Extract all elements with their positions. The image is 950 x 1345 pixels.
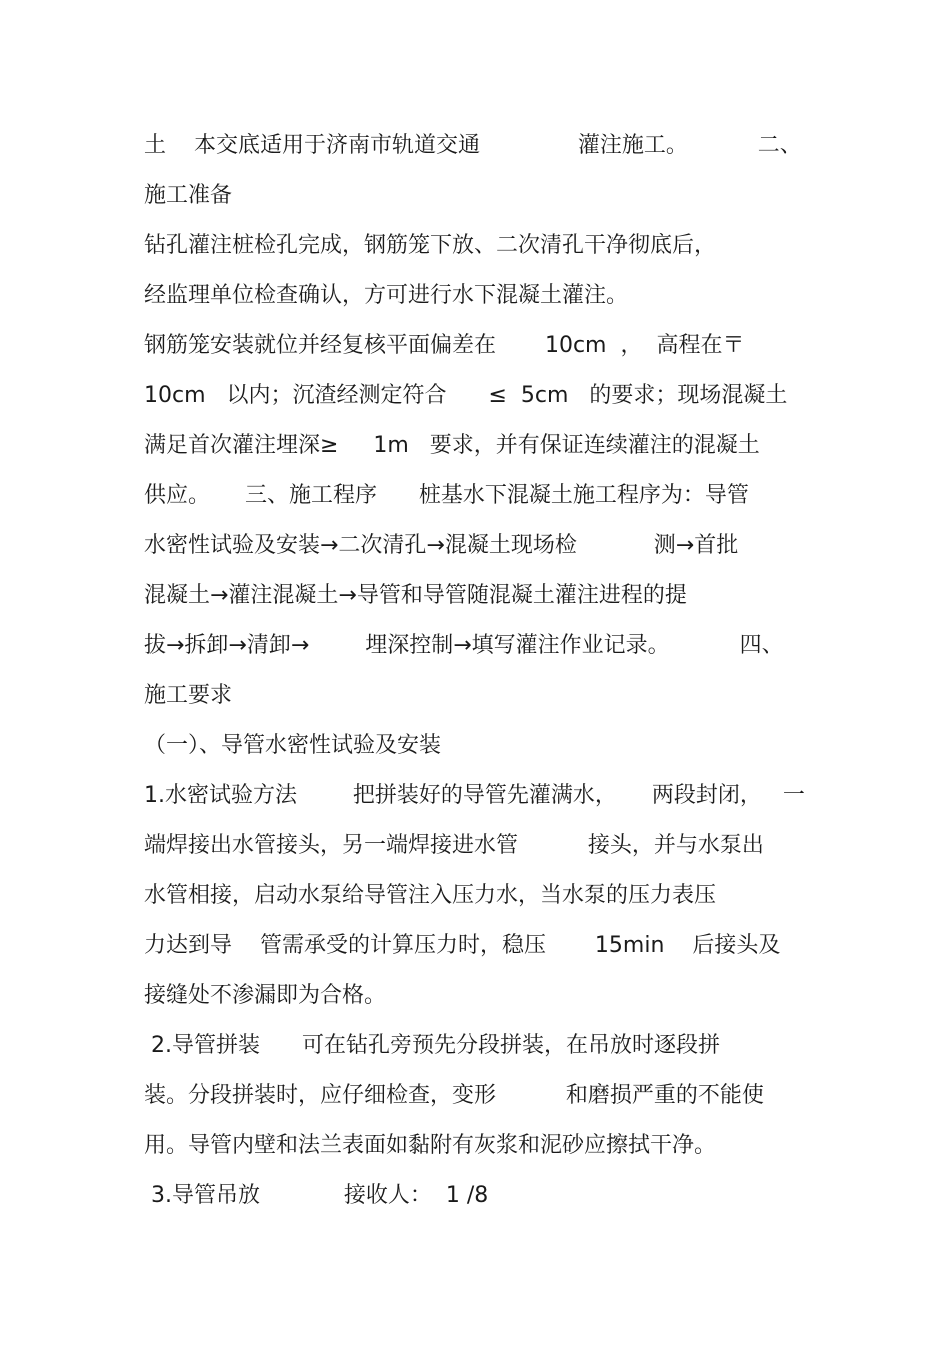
text-line-22: 3.导管吊放 接收人： 1 /8: [144, 1183, 489, 1208]
text-line-7: 满足首次灌注埋深≥ 1m 要求，并有保证连续灌注的混凝土: [144, 433, 760, 458]
text-line-20: 装。分段拼装时，应仔细检查，变形 和磨损严重的不能使: [144, 1083, 764, 1108]
text-line-3: 钻孔灌注桩检孔完成，钢筋笼下放、二次清孔干净彻底后，: [144, 233, 717, 258]
text-line-11: 拔→拆卸→清卸→ 埋深控制→填写灌注作业记录。 四、: [144, 633, 784, 658]
text-line-13: （一）、导管水密性试验及安装: [144, 733, 442, 758]
text-line-16: 水管相接，启动水泵给导管注入压力水，当水泵的压力表压: [144, 883, 717, 908]
text-line-14: 1.水密试验方法 把拼装好的导管先灌满水， 两段封闭， 一: [144, 783, 805, 808]
text-line-21: 用。导管内壁和法兰表面如黏附有灰浆和泥砂应擦拭干净。: [144, 1133, 717, 1158]
text-line-1: 土 本交底适用于济南市轨道交通 灌注施工。 二、: [144, 133, 802, 158]
text-line-10: 混凝土→灌注混凝土→导管和导管随混凝土灌注进程的提: [144, 583, 687, 608]
text-line-19: 2.导管拼装 可在钻孔旁预先分段拼装，在吊放时逐段拼: [144, 1033, 720, 1058]
text-line-4: 经监理单位检查确认，方可进行水下混凝土灌注。: [144, 283, 629, 308]
text-line-18: 接缝处不渗漏即为合格。: [144, 983, 387, 1008]
text-line-17: 力达到导 管需承受的计算压力时，稳压 15min 后接头及: [144, 933, 781, 958]
text-line-15: 端焊接出水管接头，另一端焊接进水管 接头，并与水泵出: [144, 833, 764, 858]
text-line-9: 水密性试验及安装→二次清孔→混凝土现场检 测→首批: [144, 533, 739, 558]
text-line-2: 施工准备: [144, 183, 233, 208]
text-line-5: 钢筋笼安装就位并经复核平面偏差在 10cm ， 高程在〒: [144, 333, 745, 358]
text-line-6: 10cm 以内；沉渣经测定符合 ≤ 5cm 的要求；现场混凝土: [144, 383, 788, 408]
text-line-12: 施工要求: [144, 683, 233, 708]
text-line-8: 供应。 三、施工程序 桩基水下混凝土施工程序为：导管: [144, 483, 749, 508]
